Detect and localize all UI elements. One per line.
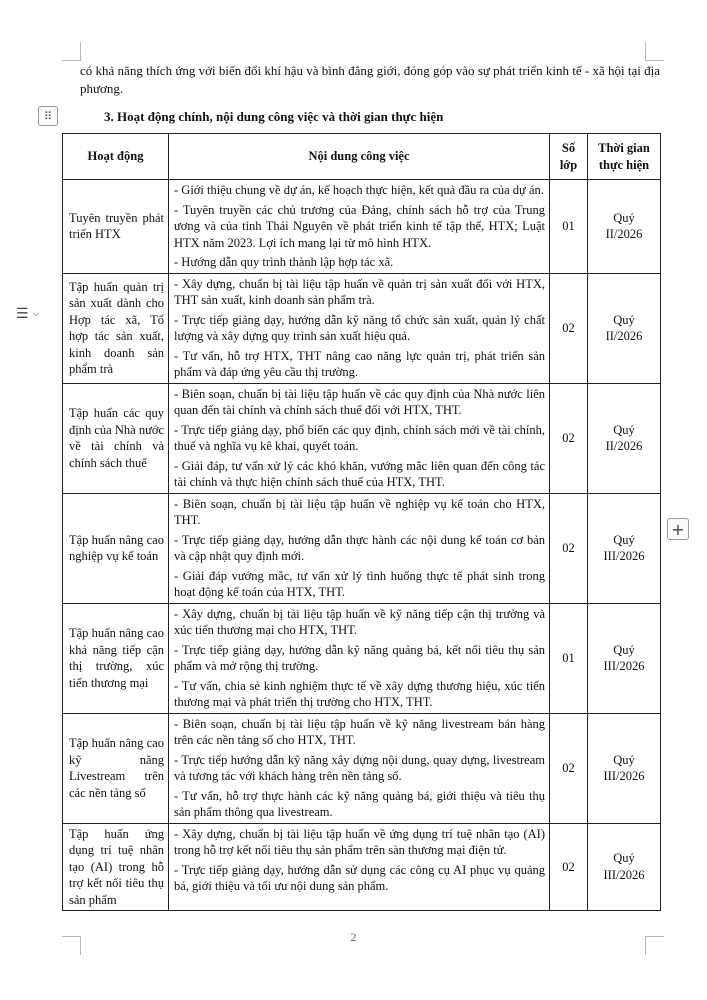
content-item: - Trực tiếp giảng dạy, hướng dẫn kỹ năng quảng bá, kết nối tiêu thụ sản phẩm và mở rộng thị trường. <box>174 642 545 673</box>
content-cell <box>169 603 550 713</box>
activity-cell: Tập huấn quản trị sản xuất dành cho Hợp tác xã, Tổ hợp tác sản xuất, kinh doanh sản phẩm trà <box>63 273 169 383</box>
time-quarter-label: Quý <box>613 642 635 657</box>
classes-cell: 02 <box>550 493 588 603</box>
content-item: - Biên soạn, chuẩn bị tài liệu tập huấn về kỹ năng livestream bán hàng trên các nền tảng số cho HTX, THT. <box>174 716 545 747</box>
content-item: - Giới thiệu chung về dự án, kế hoạch thực hiện, kết quả đầu ra của dự án. <box>174 183 544 197</box>
time-cell <box>588 603 661 713</box>
classes-cell: 02 <box>550 823 588 911</box>
intro-paragraph: có khả năng thích ứng với biến đổi khí hậu và bình đẳng giới, đóng góp vào sự phát triển kinh tế - xã hội tại địa phương. <box>80 63 660 96</box>
table-row <box>63 273 661 383</box>
content-item: - Tư vấn, hỗ trợ thực hành các kỹ năng quảng bá, giới thiệu và tiêu thụ sản phẩm thông qua livestream. <box>174 788 545 819</box>
table-row <box>63 493 661 603</box>
content-cell <box>169 823 550 911</box>
activity-cell: Tập huấn các quy định của Nhà nước về tài chính và chính sách thuế <box>63 383 169 493</box>
activities-table <box>62 133 661 911</box>
page-corner-top-left <box>62 42 81 61</box>
header-activity: Hoạt động <box>63 134 169 180</box>
content-item: - Xây dựng, chuẩn bị tài liệu tập huấn về ứng dụng trí tuệ nhân tạo (AI) trong hỗ trợ kết nối tiêu thụ sản phẩm trên sàn thương mại điện tử. <box>174 826 545 857</box>
content-item: - Trực tiếp hướng dẫn kỹ năng xây dựng nội dung, quay dựng, livestream và tương tác với khách hàng trên nền tảng số. <box>174 752 545 783</box>
time-quarter-label: Quý <box>613 312 635 327</box>
table-row <box>63 713 661 823</box>
content-item: - Trực tiếp giảng dạy, phổ biến các quy định, chính sách mới về tài chính, thuế và nghĩa vụ kê khai, quyết toán. <box>174 422 545 453</box>
classes-cell: 02 <box>550 713 588 823</box>
time-quarter-label: Quý <box>613 532 635 547</box>
content-cell <box>169 493 550 603</box>
time-cell <box>588 383 661 493</box>
activity-cell: Tập huấn ứng dụng trí tuệ nhân tạo (AI) trong hỗ trợ kết nối tiêu thụ sản phẩm <box>63 823 169 911</box>
content-cell <box>169 383 550 493</box>
page-corner-top-right <box>645 42 664 61</box>
content-item: - Tuyên truyền các chủ trương của Đảng, chính sách hỗ trợ của Trung ương và của tỉnh Thái Nguyên về phát triển kinh tế tập thể, HTX; Luật HTX năm 2023. Lợi ích mang lại từ mô hình HTX. <box>174 202 545 250</box>
time-period: II/2026 <box>605 439 643 453</box>
content-item: - Tư vấn, hỗ trợ HTX, THT nâng cao năng lực quản trị, phát triển sản phẩm và đáp ứng yêu cầu thị trường. <box>174 348 545 379</box>
time-period: II/2026 <box>605 329 643 343</box>
content-item: - Tư vấn, chia sẻ kinh nghiệm thực tế về xây dựng thương hiệu, xúc tiến thương mại và phát triển thị trường cho HTX, THT. <box>174 678 545 709</box>
time-period: III/2026 <box>603 549 645 563</box>
classes-cell: 01 <box>550 603 588 713</box>
table-row <box>63 823 661 911</box>
content-item: - Hướng dẫn quy trình thành lập hợp tác xã. <box>174 255 394 269</box>
classes-cell: 01 <box>550 180 588 274</box>
activity-cell: Tập huấn nâng cao kỹ năng Livestream trên các nền tảng số <box>63 713 169 823</box>
header-classes: Số lớp <box>550 134 588 180</box>
table-row <box>63 180 661 274</box>
content-item: - Giải đáp, tư vấn xử lý các khó khăn, vướng mắc liên quan đến công tác tài chính và thực hiện chính sách thuế của HTX, THT. <box>174 458 545 489</box>
table-row <box>63 383 661 493</box>
time-cell <box>588 713 661 823</box>
list-outline-icon: ☰ <box>16 306 29 322</box>
content-item: - Trực tiếp giảng dạy, hướng dẫn kỹ năng tổ chức sản xuất, quản lý chất lượng và xây dựng quy trình sản xuất hiệu quả. <box>174 312 545 343</box>
content-item: - Biên soạn, chuẩn bị tài liệu tập huấn về các quy định của Nhà nước liên quan đến tài chính và chính sách thuế đối với HTX, THT. <box>174 386 545 417</box>
content-item: - Biên soạn, chuẩn bị tài liệu tập huấn về nghiệp vụ kế toán cho HTX, THT. <box>174 496 545 527</box>
side-tool-button[interactable] <box>16 304 39 324</box>
time-quarter-label: Quý <box>613 422 635 437</box>
time-period: II/2026 <box>605 227 643 242</box>
time-period: III/2026 <box>603 659 645 673</box>
content-item: - Giải đáp vướng mắc, tư vấn xử lý tình huống thực tế phát sinh trong hoạt động kế toán của HTX, THT. <box>174 568 545 599</box>
table-header-row <box>63 134 661 180</box>
content-cell <box>169 180 550 274</box>
header-time: Thời gian thực hiện <box>588 134 661 180</box>
time-period: III/2026 <box>603 867 645 882</box>
activity-cell: Tuyên truyền phát triển HTX <box>63 180 169 274</box>
plus-icon[interactable]: + <box>667 518 689 540</box>
section-heading: 3. Hoạt động chính, nội dung công việc và thời gian thực hiện <box>104 109 444 124</box>
activity-cell: Tập huấn nâng cao khả năng tiếp cận thị trường, xúc tiến thương mại <box>63 603 169 713</box>
activity-cell: Tập huấn nâng cao nghiệp vụ kế toán <box>63 493 169 603</box>
time-quarter-label: Quý <box>613 210 635 225</box>
time-cell <box>588 180 661 274</box>
time-period: III/2026 <box>603 769 645 783</box>
time-cell <box>588 823 661 911</box>
content-cell <box>169 713 550 823</box>
time-quarter-label: Quý <box>613 851 635 866</box>
chevron-down-icon: ⌵ <box>32 309 40 319</box>
time-cell <box>588 493 661 603</box>
content-item: - Trực tiếp giảng dạy, hướng dẫn sử dụng các công cụ AI phục vụ quảng bá, giới thiệu và tối ưu nội dung sản phẩm. <box>174 862 545 893</box>
content-item: - Xây dựng, chuẩn bị tài liệu tập huấn về kỹ năng tiếp cận thị trường và xúc tiến thương mại cho HTX, THT. <box>174 606 545 637</box>
content-cell <box>169 273 550 383</box>
header-content: Nội dung công việc <box>169 134 550 180</box>
table-row <box>63 603 661 713</box>
page-number: 2 <box>350 930 357 944</box>
time-cell <box>588 273 661 383</box>
classes-cell: 02 <box>550 383 588 493</box>
time-quarter-label: Quý <box>613 752 635 767</box>
content-item: - Trực tiếp giảng dạy, hướng dẫn thực hành các nội dung kế toán cơ bản và cập nhật quy định mới. <box>174 532 545 563</box>
content-item: - Xây dựng, chuẩn bị tài liệu tập huấn về quản trị sản xuất đối với HTX, THT sản xuất, kinh doanh sản phẩm trà. <box>174 276 545 307</box>
drag-handle-icon[interactable]: ⠿ <box>38 106 58 126</box>
classes-cell: 02 <box>550 273 588 383</box>
